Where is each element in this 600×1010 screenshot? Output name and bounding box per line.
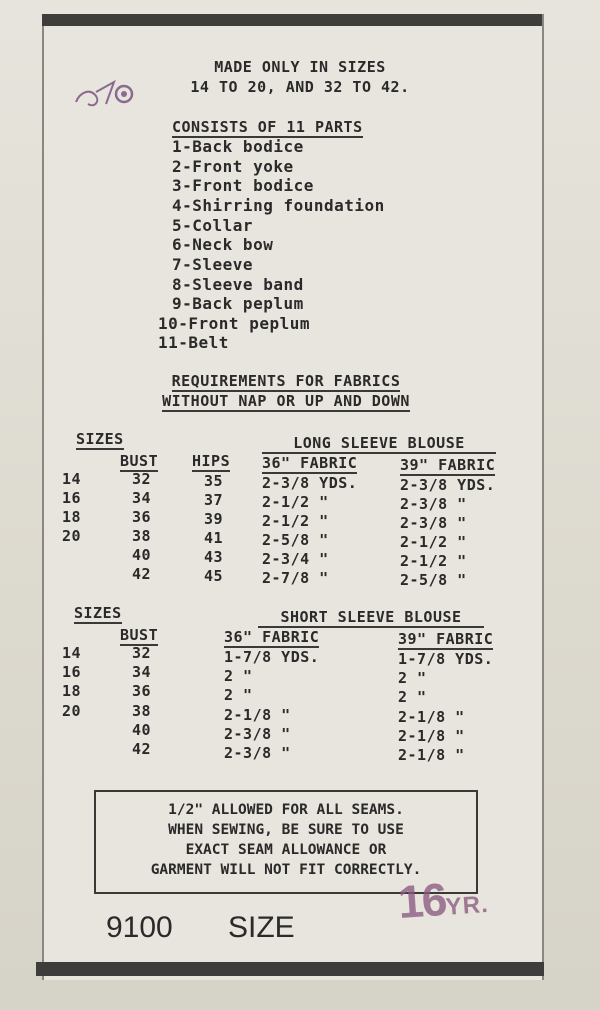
list-item: 2-Front yoke xyxy=(172,157,294,176)
fabric-39-cell: 2-1/2 " xyxy=(400,552,467,570)
seam-note-line: EXACT SEAM ALLOWANCE OR xyxy=(185,842,387,858)
stamp-number: 16 xyxy=(396,872,447,929)
fabric-39-header: 39" FABRIC xyxy=(400,456,496,474)
bust-cell: 36 xyxy=(132,682,152,700)
bust-cell: 38 xyxy=(132,527,152,545)
size-stamp xyxy=(396,869,490,929)
fabric-36-cell: 2-3/8 " xyxy=(224,744,291,762)
bust-cell: 34 xyxy=(132,489,152,507)
top-border-bar xyxy=(42,14,542,26)
fabric-39-cell: 2 " xyxy=(398,669,427,687)
list-item: 3-Front bodice xyxy=(172,176,314,195)
bust-cell: 36 xyxy=(132,508,152,526)
bust-cell: 42 xyxy=(132,740,152,758)
fabric-36-header: 36" FABRIC xyxy=(262,454,358,472)
fabric-39-cell: 2-1/8 " xyxy=(398,727,465,745)
hips-cell: 41 xyxy=(204,529,224,547)
size-cell: 20 xyxy=(62,702,82,720)
sizes-line-2: 14 TO 20, AND 32 TO 42. xyxy=(190,78,410,96)
size-cell: 18 xyxy=(62,682,82,700)
pattern-number: 9100 xyxy=(106,911,173,944)
seam-note-line: 1/2" ALLOWED FOR ALL SEAMS. xyxy=(168,802,404,818)
fabric-39-cell: 2-3/8 YDS. xyxy=(400,476,496,494)
seam-note-line: WHEN SEWING, BE SURE TO USE xyxy=(168,822,404,838)
fabric-39-cell: 2-1/8 " xyxy=(398,708,465,726)
list-item: 9-Back peplum xyxy=(172,294,304,313)
list-item: 1-Back bodice xyxy=(172,137,304,156)
hips-cell: 45 xyxy=(204,567,224,585)
bust-cell: 34 xyxy=(132,663,152,681)
list-item: 10-Front peplum xyxy=(158,314,310,333)
fabric-36-cell: 2-3/8 " xyxy=(224,725,291,743)
fabric-39-cell: 2-1/2 " xyxy=(400,533,467,551)
size-cell: 20 xyxy=(62,527,82,545)
list-item: 5-Collar xyxy=(172,216,254,235)
pencil-mark-icon xyxy=(70,62,142,114)
fabric-36-cell: 2-5/8 " xyxy=(262,531,329,549)
fabric-39-cell: 2-1/8 " xyxy=(398,746,465,764)
size-label: SIZE xyxy=(228,911,295,944)
long-sleeve-title: LONG SLEEVE BLOUSE xyxy=(262,434,496,454)
hips-cell: 39 xyxy=(204,510,224,528)
bust-cell: 38 xyxy=(132,702,152,720)
bust-header: BUST xyxy=(120,626,159,644)
fabric-36-cell: 2 " xyxy=(224,667,253,685)
list-item: 11-Belt xyxy=(158,333,229,352)
bust-cell: 32 xyxy=(132,644,152,662)
size-cell: 18 xyxy=(62,508,82,526)
hips-cell: 37 xyxy=(204,491,224,509)
size-cell: 14 xyxy=(62,470,82,488)
bust-cell: 40 xyxy=(132,546,152,564)
fabric-36-cell: 2-1/2 " xyxy=(262,493,329,511)
fabric-36-cell: 2-1/2 " xyxy=(262,512,329,530)
requirements-heading-2 xyxy=(86,392,486,410)
fabric-39-cell: 2-5/8 " xyxy=(400,571,467,589)
sizes-label: SIZES xyxy=(74,604,122,622)
fabric-39-cell: 2-3/8 " xyxy=(400,495,467,513)
bust-cell: 42 xyxy=(132,565,152,583)
bust-cell: 32 xyxy=(132,470,152,488)
fabric-39-cell: 1-7/8 YDS. xyxy=(398,650,494,668)
fabric-39-header: 39" FABRIC xyxy=(398,630,494,648)
list-item: 7-Sleeve xyxy=(172,255,254,274)
fabric-36-header: 36" FABRIC xyxy=(224,628,320,646)
fabric-36-cell: 2 " xyxy=(224,686,253,704)
parts-heading: CONSISTS OF 11 PARTS xyxy=(172,118,363,136)
list-item: 4-Shirring foundation xyxy=(172,196,385,215)
requirements-heading-2-text: WITHOUT NAP OR UP AND DOWN xyxy=(162,392,410,410)
fabric-39-cell: 2-3/8 " xyxy=(400,514,467,532)
stamp-text: YR. xyxy=(444,890,490,921)
size-cell: 14 xyxy=(62,644,82,662)
fabric-36-cell: 2-7/8 " xyxy=(262,569,329,587)
fabric-36-cell: 1-7/8 YDS. xyxy=(224,648,320,666)
bust-cell: 40 xyxy=(132,721,152,739)
hips-cell: 43 xyxy=(204,548,224,566)
bust-header: BUST xyxy=(120,452,159,470)
fabric-36-cell: 2-3/8 YDS. xyxy=(262,474,358,492)
list-item: 8-Sleeve band xyxy=(172,275,304,294)
fabric-36-cell: 2-3/4 " xyxy=(262,550,329,568)
sizes-label: SIZES xyxy=(76,430,124,448)
hips-cell: 35 xyxy=(204,472,224,490)
size-cell: 16 xyxy=(62,663,82,681)
hips-header: HIPS xyxy=(192,452,231,470)
seam-note-line: GARMENT WILL NOT FIT CORRECTLY. xyxy=(150,862,422,878)
fabric-36-cell: 2-1/8 " xyxy=(224,706,291,724)
requirements-heading-1 xyxy=(86,372,486,390)
size-cell: 16 xyxy=(62,489,82,507)
list-item: 6-Neck bow xyxy=(172,235,274,254)
fabric-39-cell: 2 " xyxy=(398,688,427,706)
sizes-line-1: MADE ONLY IN SIZES xyxy=(214,58,386,76)
short-sleeve-title: SHORT SLEEVE BLOUSE xyxy=(258,608,484,628)
requirements-heading-1-text: REQUIREMENTS FOR FABRICS xyxy=(171,372,401,390)
bottom-border-bar xyxy=(36,962,544,976)
